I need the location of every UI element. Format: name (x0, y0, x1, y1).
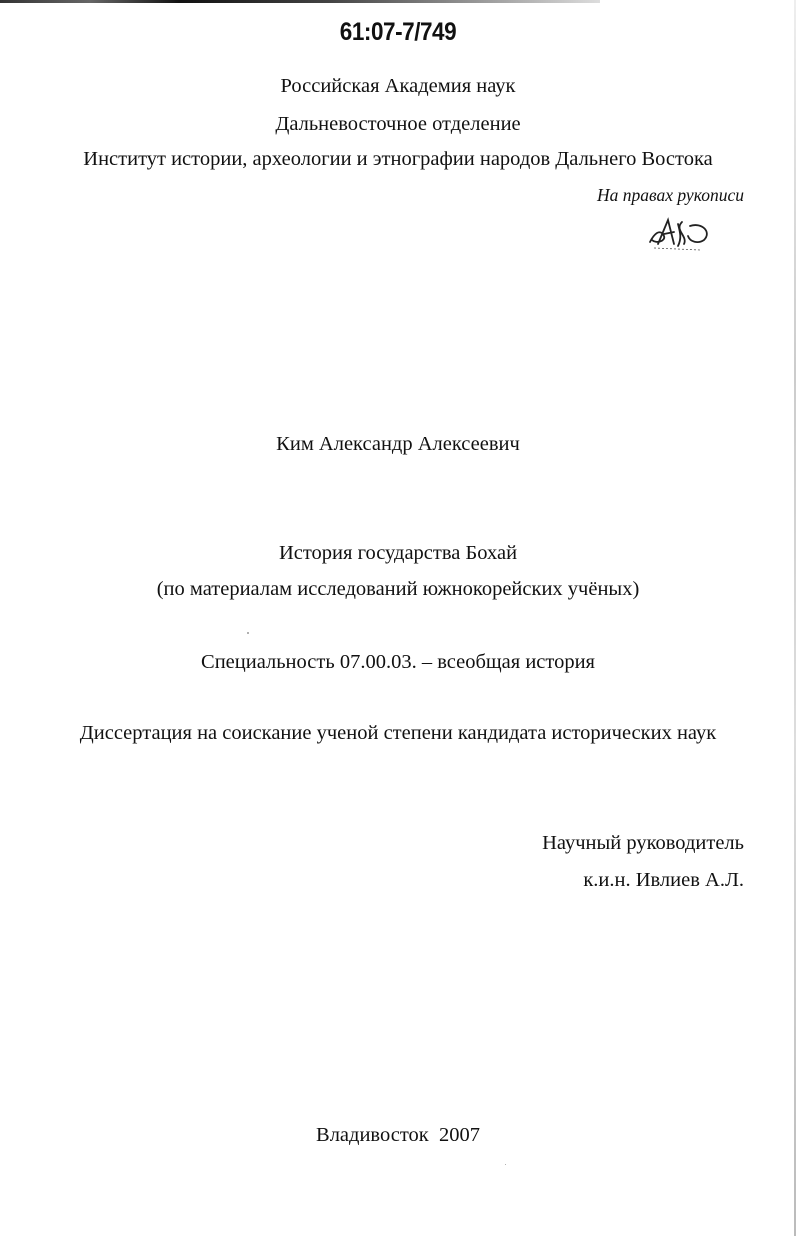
city-year: Владивосток 2007 (316, 1124, 480, 1146)
scan-speck (247, 632, 249, 634)
supervisor-name: к.и.н. Ивлиев А.Л. (583, 869, 744, 891)
archive-stamp-number: 61:07-7/749 (339, 18, 457, 46)
org-branch: Дальневосточное отделение (275, 113, 521, 135)
supervisor-label: Научный руководитель (542, 832, 744, 854)
degree-statement: Диссертация на соискание ученой степени кандидата исторических наук (79, 722, 717, 744)
signature-icon (644, 214, 714, 254)
org-institute: Институт истории, археологии и этнографии народов Дальнего Востока (83, 148, 713, 170)
author-name: Ким Александр Алексеевич (276, 433, 520, 455)
manuscript-rights-note: На правах рукописи (597, 185, 744, 205)
specialty: Специальность 07.00.03. – всеобщая история (201, 651, 595, 673)
scan-edge-top (0, 0, 600, 3)
scan-speck (505, 1164, 506, 1165)
dissertation-title: История государства Бохай (278, 542, 518, 564)
org-academy: Российская Академия наук (280, 75, 516, 97)
dissertation-subtitle: (по материалам исследований южнокорейских учёных) (156, 578, 640, 600)
